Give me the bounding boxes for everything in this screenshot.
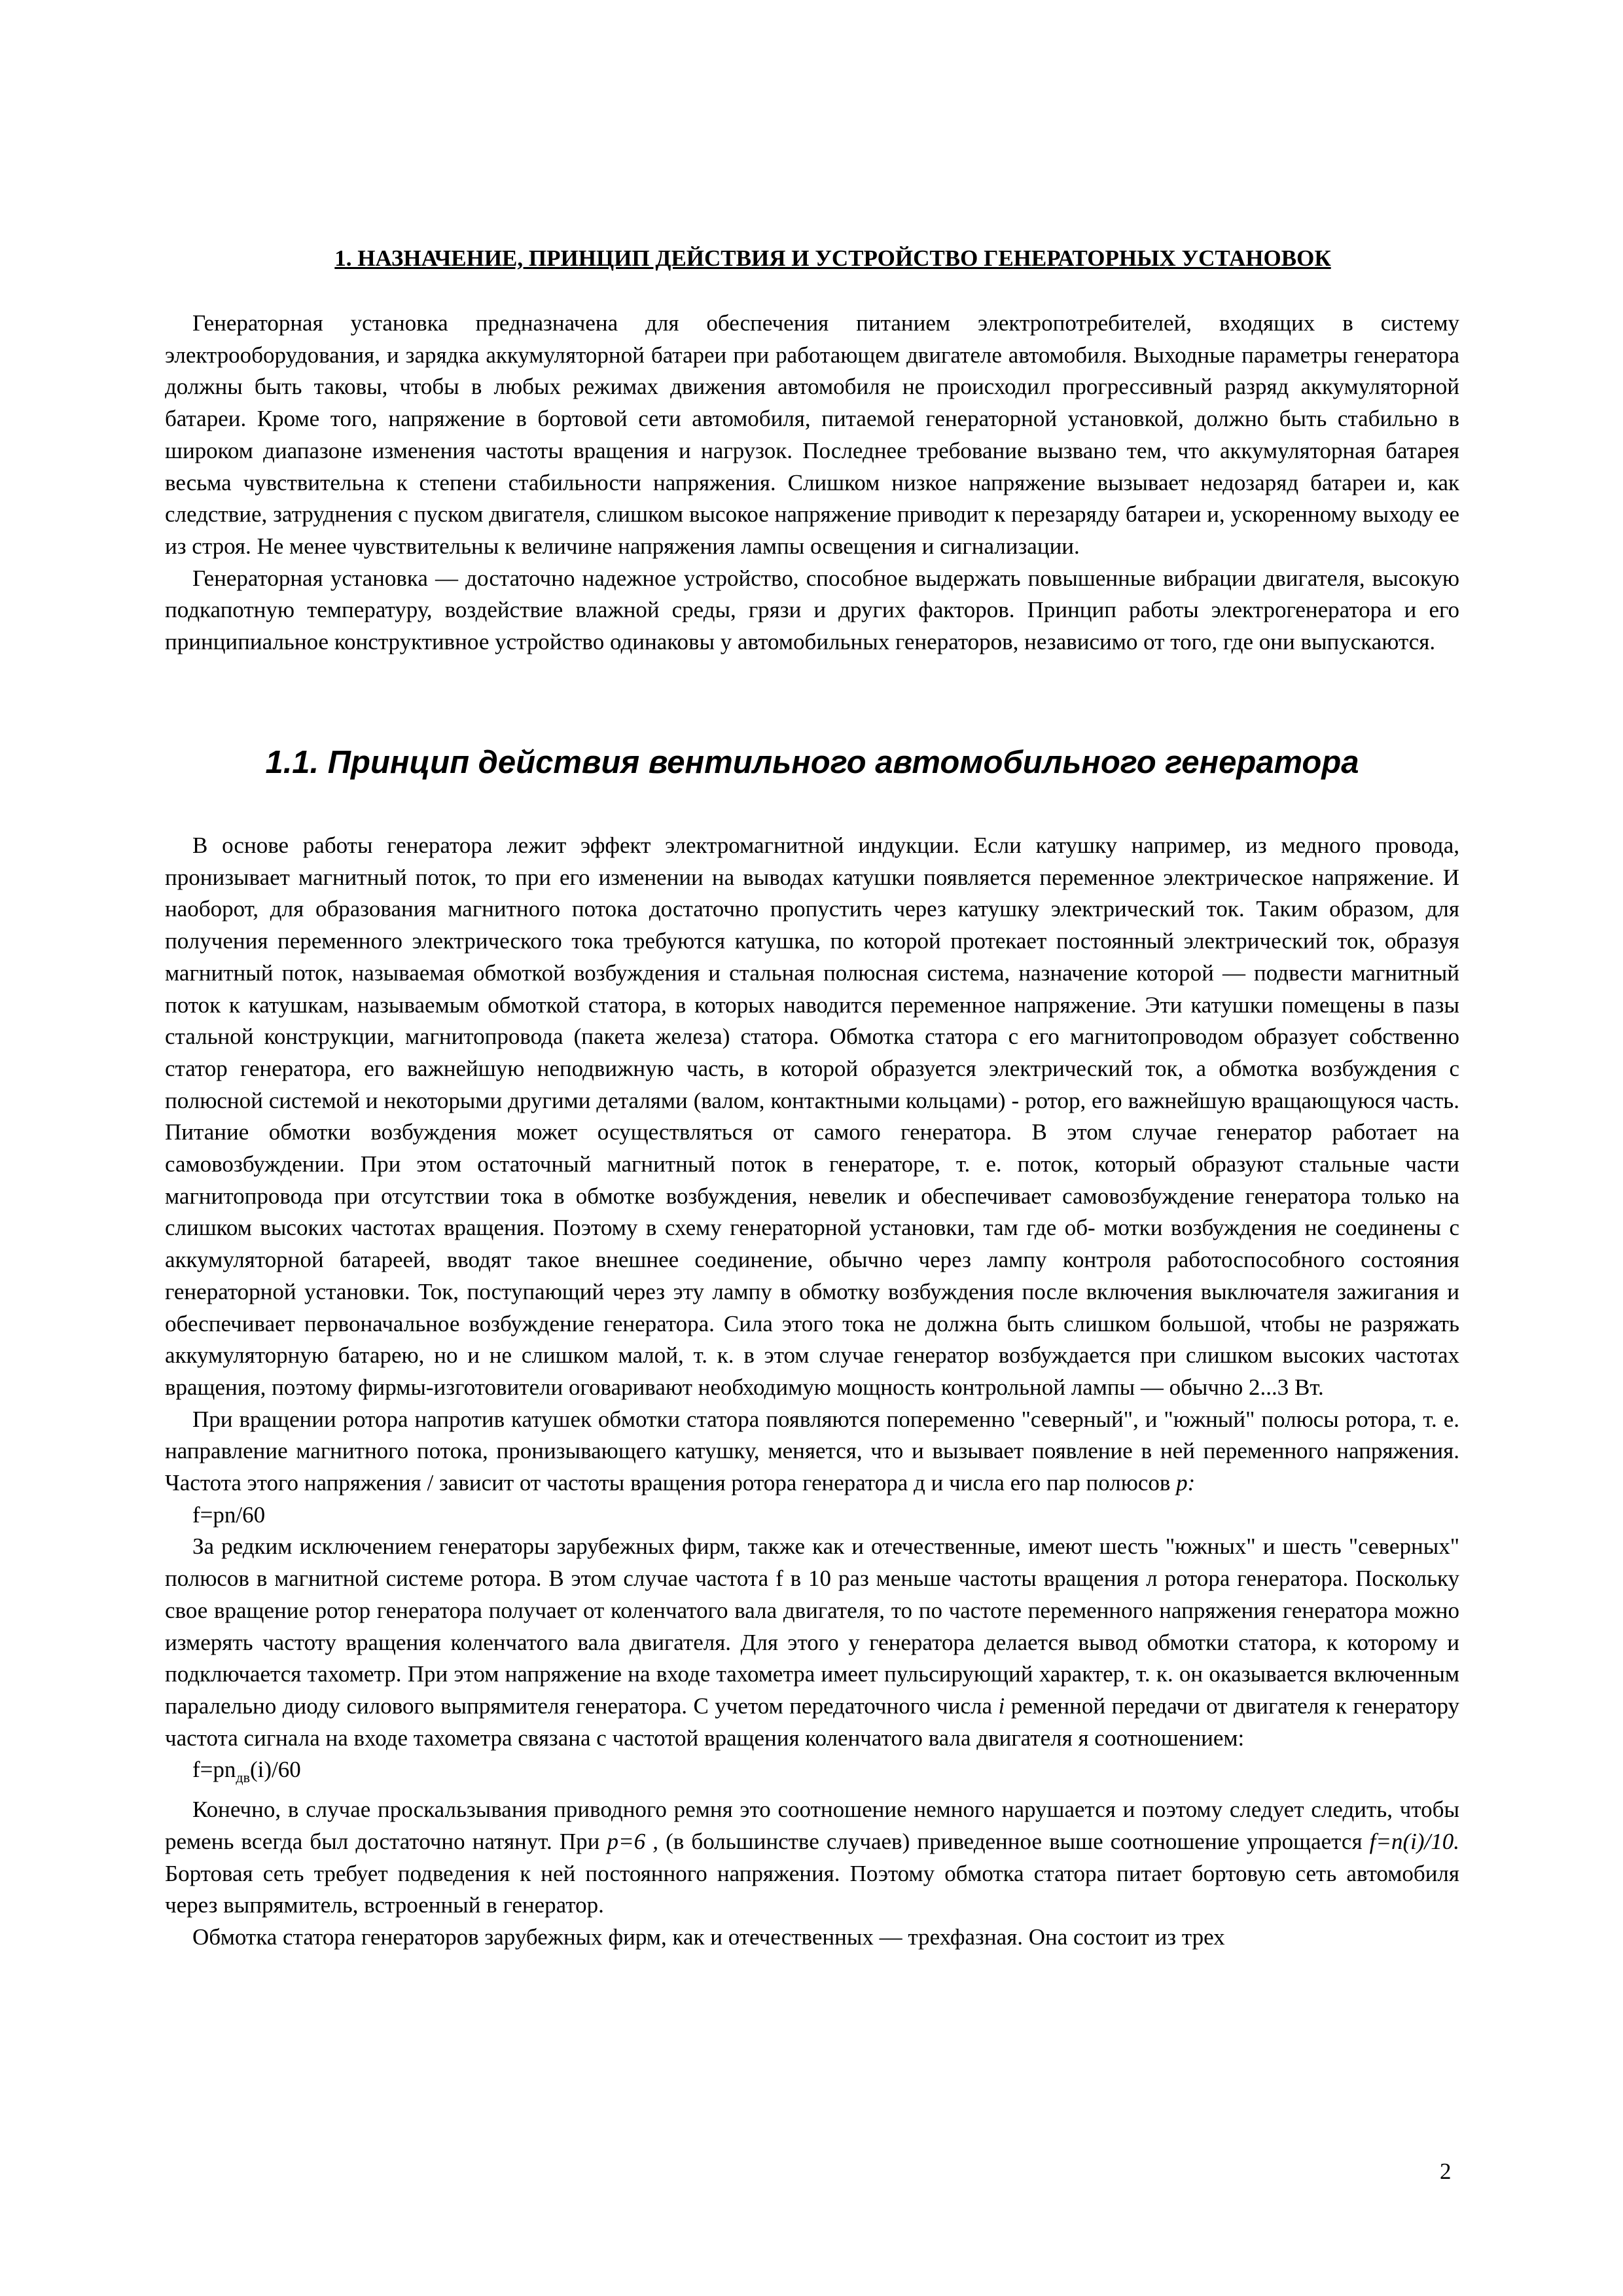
section-paragraph-4 [165,1794,1459,1922]
simplified-formula: f=n(i)/10. [1369,1828,1460,1854]
page-number: 2 [1440,2159,1452,2184]
paragraph-text: За редким исключением генераторы зарубежных фирм, также как и отечественные, имеют шесть "южных" и шесть "северных" полюсов в магнитной системе ротора. В этом случае частота f в 10 раз меньше частоты вращения л ротора генератора. Поскольку свое вращение ротор генератора получает от коленчатого вала двигателя, то по частоте переменного напряжения генератора можно измерять частоту вращения коленчатого вала двигателя. Для этого у генератора делается вывод обмотки статора, к которому и подключается тахометр. При этом напряжение на входе тахометра имеет пульсирующий характер, т. к. он оказывается включенным паралельно диоду силового выпрямителя генератора. С учетом передаточного числа [165,1534,1459,1719]
intro-paragraph-1: Генераторная установка предназначена для обеспечения питанием электропотребителей, входящих в систему электрооборудования, и зарядка аккумуляторной батареи при работающем двигателе автомобиля. Выходные параметры генератора должны быть таковы, чтобы в любых режимах движения автомобиля не происходил прогрессивный разряд аккумуляторной батареи. Кроме того, напряжение в бортовой сети автомобиля, питаемой генераторной установкой, должно быть стабильно в широком диапазоне изменения частоты вращения и нагрузок. Последнее требование вызвано тем, что аккумуляторная батарея весьма чувствительна к степени стабильности напряжения. Слишком низкое напряжение вызывает недозаряд батареи и, как следствие, затруднения с пуском двигателя, слишком высокое напряжение приводит к перезаряду батареи и, ускоренному выходу ее из строя. Не менее чувствительны к величине напряжения лампы освещения и сигнализации. [165,310,1459,559]
variable-p: р: [1176,1470,1196,1496]
formula-tachometer [165,1754,1459,1794]
section-paragraph-2 [165,1404,1459,1499]
paragraph-text: Бортовая сеть требует подведения к ней постоянного напряжения. Поэтому обмотка статора питает бортовую сеть автомобиля через выпрямитель, встроенный в генератор. [165,1860,1459,1918]
variable-p-value: р=6 , [607,1828,658,1854]
paragraph-text: (в большинстве случаев) приведенное выше соотношение упрощается [666,1828,1363,1854]
formula-tail: (i)/60 [250,1757,301,1783]
paragraph-text: При вращении ротора напротив катушек обмотки статора появляются попеременно "северный", и "южный" полюсы ротора, т. е. направление магнитного потока, пронизывающего катушку, меняется, что и вызывает появление в ней переменного напряжения. Частота этого напряжения / зависит от частоты вращения ротора генератора д и числа его пар полюсов [165,1406,1459,1496]
section-heading: 1.1. Принцип действия вентильного автомобильного генератора [265,745,1359,780]
paragraph-text: ременной передачи от двигателя к генератору частота сигнала на входе тахометра связана с частотой вращения коленчатого вала двигателя я соотношением: [165,1693,1460,1751]
intro-paragraph-2: Генераторная установка — достаточно надежное устройство, способное выдержать повышенные вибрации двигателя, высокую подкапотную температуру, воздействие влажной среды, грязи и других факторов. Принцип работы электрогенератора и его принципиальное конструктивное устройство одинаковы у автомобильных генераторов, независимо от того, где они выпускаются. [165,565,1459,655]
formula-frequency: f=pn/60 [192,1501,266,1528]
intro-text-block [165,308,1459,658]
section-paragraph-3 [165,1531,1459,1754]
paragraph-text: Конечно, в случае проскальзывания приводного ремня это соотношение немного нарушается и поэтому следует следить, чтобы ремень всегда был достаточно натянут. При [165,1797,1459,1854]
formula-main: f=pn [192,1757,236,1783]
section-paragraph-5: Обмотка статора генераторов зарубежных фирм, как и отечественных — трехфазная. Она состоит из трех [192,1924,1225,1950]
section-text-block [165,830,1459,1954]
formula-subscript: дв [236,1769,250,1786]
chapter-heading: 1. НАЗНАЧЕНИЕ, ПРИНЦИП ДЕЙСТВИЯ И УСТРОЙСТВО ГЕНЕРАТОРНЫХ УСТАНОВОК [334,245,1331,271]
variable-i: i [998,1693,1005,1719]
section-paragraph-1: В основе работы генератора лежит эффект электромагнитной индукции. Если катушку например, из медного провода, пронизывает магнитный поток, то при его изменении на выводах катушки появляется переменное электрическое напряжение. И наоборот, для образования магнитного потока достаточно пропустить через катушку электрический ток. Таким образом, для получения переменного электрического тока требуются катушка, по которой протекает постоянный электрический ток, образуя магнитный поток, называемая обмоткой возбуждения и стальная полюсная система, назначение которой — подвести магнитный поток к катушкам, называемым обмоткой статора, в которых наводится переменное напряжение. Эти катушки помещены в пазы стальной конструкции, магнитопровода (пакета железа) статора. Обмотка статора с его магнитопроводом образует собственно статор генератора, его важнейшую неподвижную часть, в которой образуется электрический ток, а обмотка возбуждения с полюсной системой и некоторыми другими деталями (валом, контактными кольцами) - ротор, его важнейшую вращающуюся часть. Питание обмотки возбуждения может осуществляться от самого генератора. В этом случае генератор работает на самовозбуждении. При этом остаточный магнитный поток в генераторе, т. е. поток, который образуют стальные части магнитопровода при отсутствии тока в обмотке возбуждения, невелик и обеспечивает самовозбуждение генератора только на слишком высоких частотах вращения. Поэтому в схему генераторной установки, там где об- мотки возбуждения не соединены с аккумуляторной батареей, вводят такое внешнее соединение, обычно через лампу контроля работоспособного состояния генераторной установки. Ток, поступающий через эту лампу в обмотку возбуждения после включения выключателя зажигания и обеспечивает первоначальное возбуждение генератора. Сила этого тока не должна быть слишком большой, чтобы не разряжать аккумуляторную батарею, но и не слишком малой, т. к. в этом случае генератор возбуждается при слишком высоких частотах вращения, поэтому фирмы-изготовители оговаривают необходимую мощность контрольной лампы — обычно 2...3 Вт. [165,833,1459,1400]
